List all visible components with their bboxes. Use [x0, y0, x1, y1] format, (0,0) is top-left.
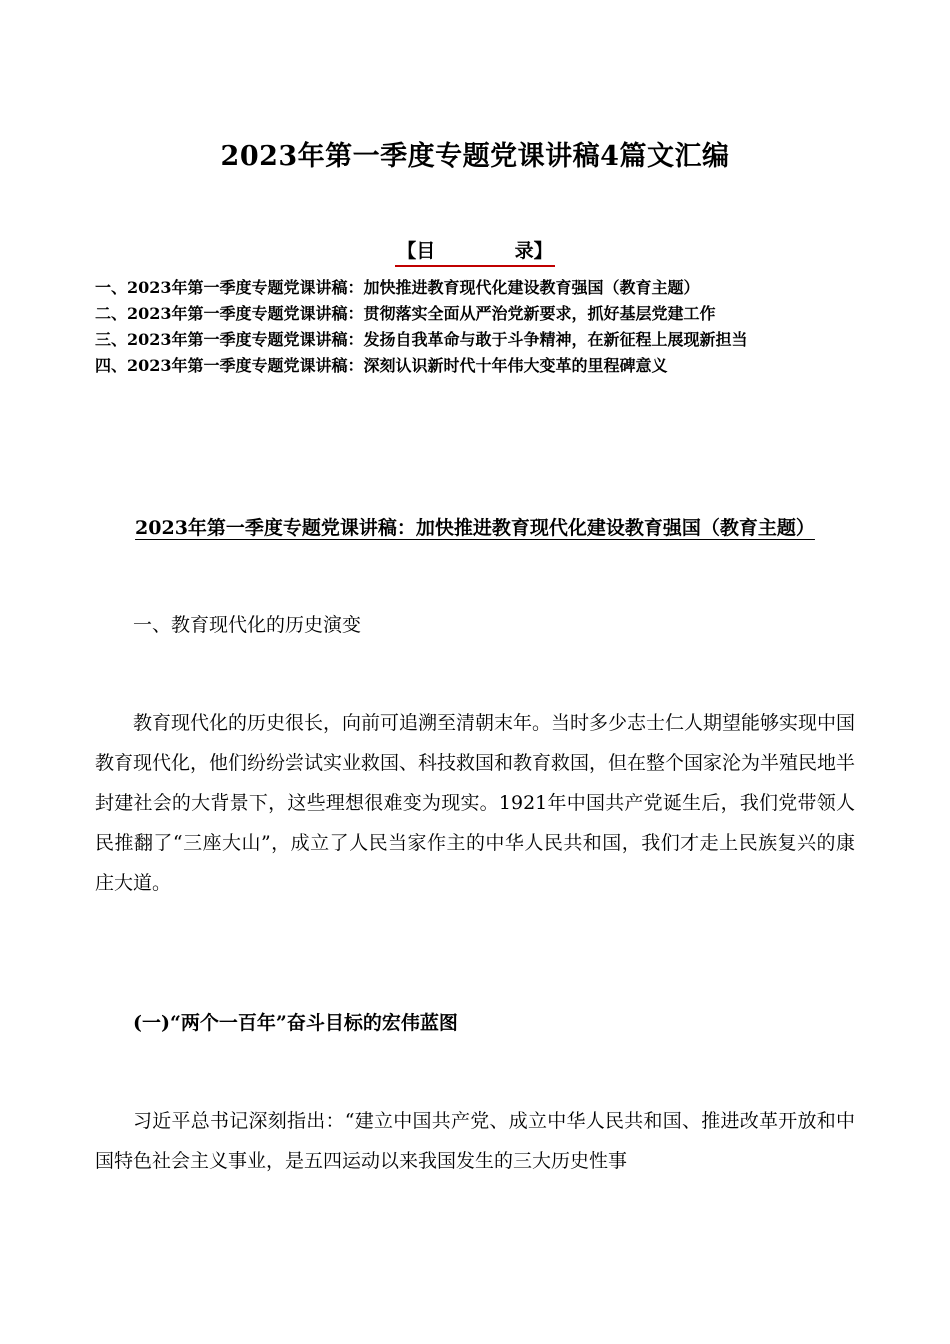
toc-heading-text: 【目 录】 [395, 236, 554, 267]
toc-item[interactable]: 三、2023年第一季度专题党课讲稿：发扬自我革命与敢于斗争精神，在新征程上展现新担当 [95, 330, 748, 349]
subsection-heading: (一)“两个一百年”奋斗目标的宏伟蓝图 [133, 1012, 458, 1034]
document-title: 2023年第一季度专题党课讲稿4篇文汇编 [220, 141, 730, 172]
table-of-contents [95, 275, 855, 379]
toc-item[interactable]: 一、2023年第一季度专题党课讲稿：加快推进教育现代化建设教育强国（教育主题） [95, 278, 700, 297]
toc-item[interactable]: 二、2023年第一季度专题党课讲稿：贯彻落实全面从严治党新要求，抓好基层党建工作 [95, 304, 716, 323]
toc-item[interactable]: 四、2023年第一季度专题党课讲稿：深刻认识新时代十年伟大变革的里程碑意义 [95, 356, 668, 375]
body-paragraph: 习近平总书记深刻指出：“建立中国共产党、成立中华人民共和国、推进改革开放和中国特色社会主义事业，是五四运动以来我国发生的三大历史性事 [95, 1110, 855, 1172]
subsection-heading: 一、教育现代化的历史演变 [133, 614, 362, 636]
body-paragraph: 教育现代化的历史很长，向前可追溯至清朝末年。当时多少志士仁人期望能够实现中国教育现代化，他们纷纷尝试实业救国、科技救国和教育救国，但在整个国家沦为半殖民地半封建社会的大背景下，这些理想很难变为现实。1921年中国共产党诞生后，我们党带领人民推翻了“三座大山”，成立了人民当家作主的中华人民共和国，我们才走上民族复兴的康庄大道。 [95, 712, 856, 894]
section-title: 2023年第一季度专题党课讲稿：加快推进教育现代化建设教育强国（教育主题） [135, 517, 815, 539]
toc-heading [0, 236, 950, 267]
